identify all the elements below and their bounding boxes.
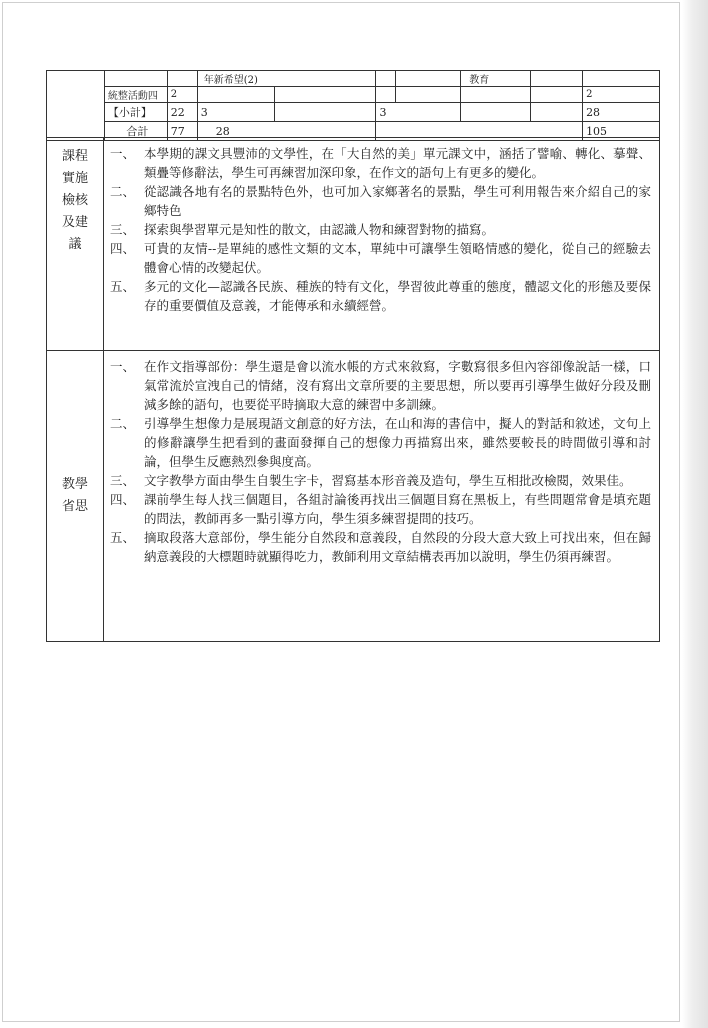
cell-value: 105 [583,122,660,141]
list-item: 一、 在作文指導部份：學生還是會以流水帳的方式來敘寫，字數寫很多但內容卻像說話一樣，口氣常流於宣洩自己的情緒，沒有寫出文章所要的主要思想，所以要再引導學生做好分段及刪減多餘的語句，也要從平時摘取大意的練習中多訓練。 [110,359,651,412]
list-item: 三、 探索與學習單元是知性的散文，由認識人物和練習對物的描寫。 [110,222,495,237]
table-row [47,103,660,122]
row-label: 合計 [104,122,167,141]
section-reflection [47,351,660,642]
list-item: 二、 從認識各地有名的景點特色外，也可加入家鄉著名的景點，學生可利用報告來介紹自己的家鄉特色 [110,184,651,218]
cell-value: 28 [197,122,376,141]
cell-value: 3 [376,103,461,122]
cell-value: 28 [583,103,660,122]
section-implementation [47,138,660,351]
cell-value: 2 [583,87,660,103]
list-item: 四、 課前學生每人找三個題目，各組討論後再找出三個題目寫在黑板上，有些問題常會是填充題的問法，教師再多一點引導方向，學生須多練習提問的技巧。 [110,492,651,526]
credits-table [46,70,660,141]
table-row [47,71,660,87]
blank-cell [47,71,105,141]
list-item: 三、 文字教學方面由學生自製生字卡，習寫基本形音義及造句，學生互相批改檢閱，效果佳。 [110,473,632,488]
row-label: 【小計】 [104,103,167,122]
section-header-reflection: 教學 省思 [47,351,104,642]
list-item: 五、 摘取段落大意部份，學生能分自然段和意義段，自然段的分段大意大致上可找出來，但在歸納意義段的大標題時就顯得吃力，教師利用文章結構表再加以說明，學生仍須再練習。 [110,530,651,564]
table-row [47,87,660,103]
list-item: 四、 可貴的友情--是單純的感性文類的文本，單純中可讓學生領略情感的變化，從自己的經驗去體會心情的改變起伏。 [110,241,651,275]
cell-text: 教育 [461,71,531,87]
section-content-reflection [104,351,660,642]
list-item: 五、 多元的文化—認識各民族、種族的特有文化，學習彼此尊重的態度，體認文化的形態及要保存的重要價值及意義，才能傳承和永續經營。 [110,279,651,313]
cell-value: 3 [197,103,274,122]
cell-text: 年新希望(2) [197,71,376,87]
list-item: 二、 引導學生想像力是展現語文創意的好方法，在山和海的書信中，擬人的對話和敘述，文句上的修辭讓學生把看到的畫面發揮自己的想像力再描寫出來，雖然要較長的時間做引導和討論，但學生反應熱烈參與度高。 [110,416,651,469]
list-item: 一、 本學期的課文具豐沛的文學性，在「大自然的美」單元課文中，涵括了譬喻、轉化、摹聲、類疊等修辭法，學生可再練習加深印象，在作文的語句上有更多的變化。 [110,146,651,180]
cell-value: 2 [167,87,197,103]
row-label: 統整活動四 [104,87,167,103]
page-shadow [682,0,708,1028]
review-table [46,137,660,642]
cell-value: 77 [167,122,197,141]
section-header-implementation: 課程 實施 檢核 及建 議 [47,138,104,351]
cell-value: 22 [167,103,197,122]
section-content-implementation [104,138,660,351]
